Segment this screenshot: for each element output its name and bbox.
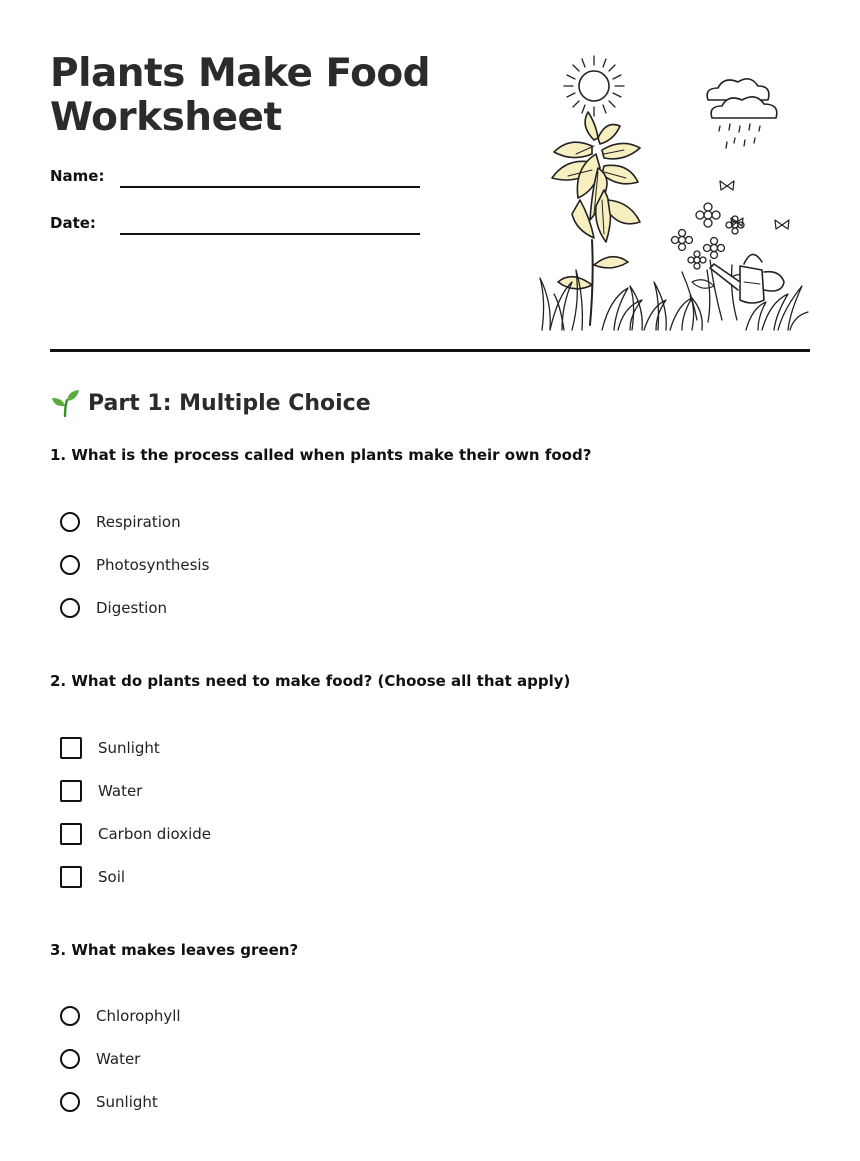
q2-option-carbon-dioxide[interactable] — [60, 822, 211, 846]
garden-illustration — [532, 50, 812, 335]
option-label: Carbon dioxide — [98, 825, 212, 843]
checkbox[interactable] — [60, 823, 82, 845]
sprout-icon — [50, 388, 80, 418]
name-field[interactable] — [120, 186, 420, 188]
part1-heading — [50, 388, 371, 418]
page-title: Plants Make Food Worksheet — [50, 51, 431, 140]
radio-button[interactable] — [60, 598, 80, 618]
q1-option-photosynthesis[interactable] — [60, 553, 209, 577]
watering-can-icon — [710, 254, 784, 303]
question-2: 2. What do plants need to make food? (Choose all that apply) — [50, 672, 571, 690]
q1-option-digestion[interactable] — [60, 596, 167, 620]
q2-option-sunlight[interactable] — [60, 736, 160, 760]
question-1: 1. What is the process called when plants make their own food? — [50, 446, 592, 464]
q2-option-water[interactable] — [60, 779, 142, 803]
question-3: 3. What makes leaves green? — [50, 941, 299, 959]
option-label: Sunlight — [98, 739, 160, 757]
date-field[interactable] — [120, 233, 420, 235]
checkbox[interactable] — [60, 866, 82, 888]
name-label: Name: — [50, 167, 105, 185]
radio-button[interactable] — [60, 555, 80, 575]
radio-button[interactable] — [60, 1006, 80, 1026]
option-label: Water — [98, 782, 143, 800]
q3-option-chlorophyll[interactable] — [60, 1004, 181, 1028]
q3-option-water[interactable] — [60, 1047, 140, 1071]
q1-option-respiration[interactable] — [60, 510, 181, 534]
sunflower-icon — [552, 112, 640, 325]
option-label: Soil — [98, 868, 126, 886]
part1-title: Part 1: Multiple Choice — [88, 390, 371, 416]
checkbox[interactable] — [60, 780, 82, 802]
rain-cloud-icon — [707, 79, 777, 148]
checkbox[interactable] — [60, 737, 82, 759]
date-label: Date: — [50, 214, 96, 232]
option-label: Water — [96, 1050, 141, 1068]
option-label: Digestion — [96, 599, 168, 617]
option-label: Sunlight — [96, 1093, 158, 1111]
q2-option-soil[interactable] — [60, 865, 125, 889]
sun-icon — [564, 56, 624, 116]
option-label: Chlorophyll — [96, 1007, 181, 1025]
option-label: Respiration — [96, 513, 181, 531]
radio-button[interactable] — [60, 512, 80, 532]
option-label: Photosynthesis — [96, 556, 210, 574]
radio-button[interactable] — [60, 1049, 80, 1069]
q3-option-sunlight[interactable] — [60, 1090, 158, 1114]
radio-button[interactable] — [60, 1092, 80, 1112]
section-divider — [50, 349, 810, 352]
